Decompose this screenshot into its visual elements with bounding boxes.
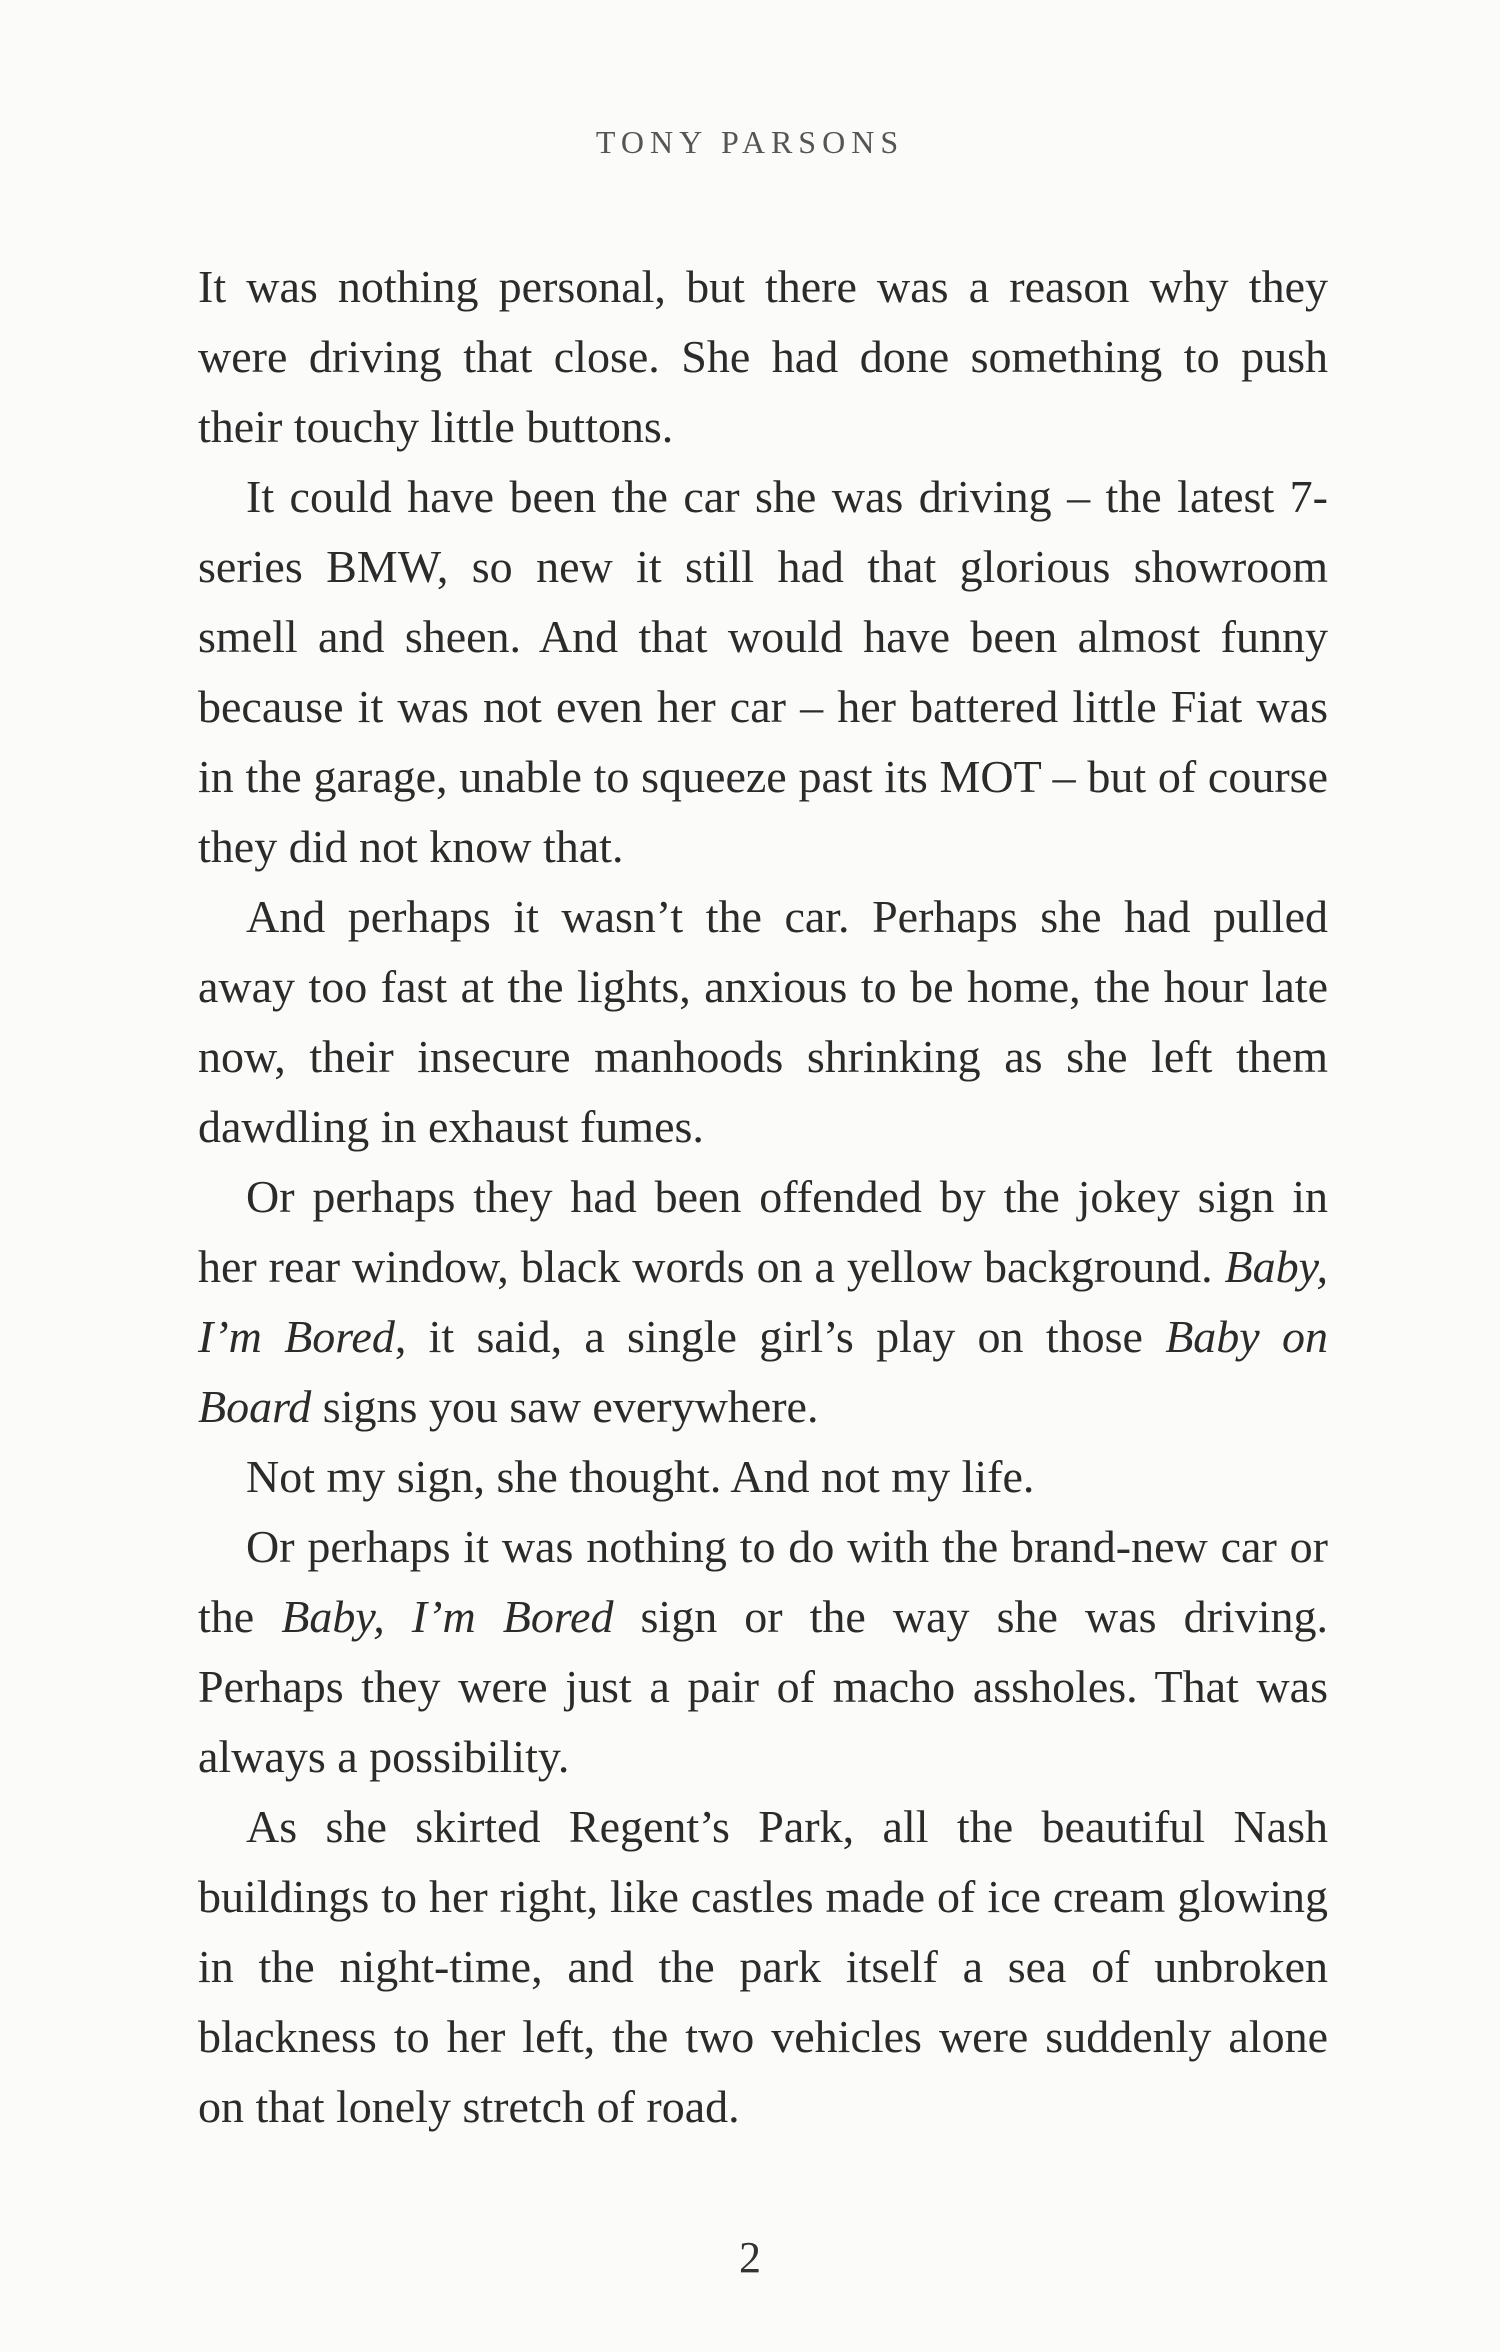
paragraph-1 (198, 252, 1328, 462)
italic-sign-name: Baby on Board (198, 1311, 1328, 1432)
paragraph-2 (198, 462, 1328, 882)
body-text (198, 252, 1328, 2142)
paragraph-3 (198, 882, 1328, 1162)
italic-sign-name: Baby, I’m Bored (281, 1591, 614, 1642)
page-number: 2 (739, 2233, 761, 2282)
text-span: , it said, a single girl’s play on those (394, 1311, 1166, 1362)
paragraph-5 (198, 1442, 1328, 1512)
paragraph-4 (198, 1162, 1328, 1442)
running-head: TONY PARSONS (595, 124, 905, 160)
text-span: And perhaps it wasn’t the car. Perhaps she had pulled away too fast at the lights, anxious to be home, the hour late now, their insecure manhoods shrinking as she left them dawdling in exhaust fumes. (198, 891, 1328, 1152)
text-span: Not my sign, she thought. And not my life. (246, 1451, 1035, 1502)
text-span: sign or the way she was driving. Perhaps they were just a pair of macho assholes. That was always a possibility. (198, 1591, 1328, 1782)
paragraph-6 (198, 1512, 1328, 1792)
text-span: It could have been the car she was driving – the latest 7-series BMW, so new it still had that glorious showroom smell and sheen. And that would have been almost funny because it was not even her car – her battered little Fiat was in the garage, unable to squeeze past its MOT – but of course they did not know that. (198, 471, 1328, 872)
text-span: Or perhaps they had been offended by the jokey sign in her rear window, black words on a yellow background. (198, 1171, 1328, 1292)
text-span: signs you saw everywhere. (311, 1381, 819, 1432)
text-span: It was nothing personal, but there was a reason why they were driving that close. She had done something to push their touchy little buttons. (198, 261, 1328, 452)
text-span: As she skirted Regent’s Park, all the beautiful Nash buildings to her right, like castles made of ice cream glowing in the night-time, and the park itself a sea of unbroken blackness to her left, the two vehicles were suddenly alone on that lonely stretch of road. (198, 1801, 1328, 2132)
italic-sign-name: Baby, I’m Bored (198, 1241, 1328, 1362)
paragraph-7 (198, 1792, 1328, 2142)
text-span: Or perhaps it was nothing to do with the brand-new car or the (198, 1521, 1328, 1642)
